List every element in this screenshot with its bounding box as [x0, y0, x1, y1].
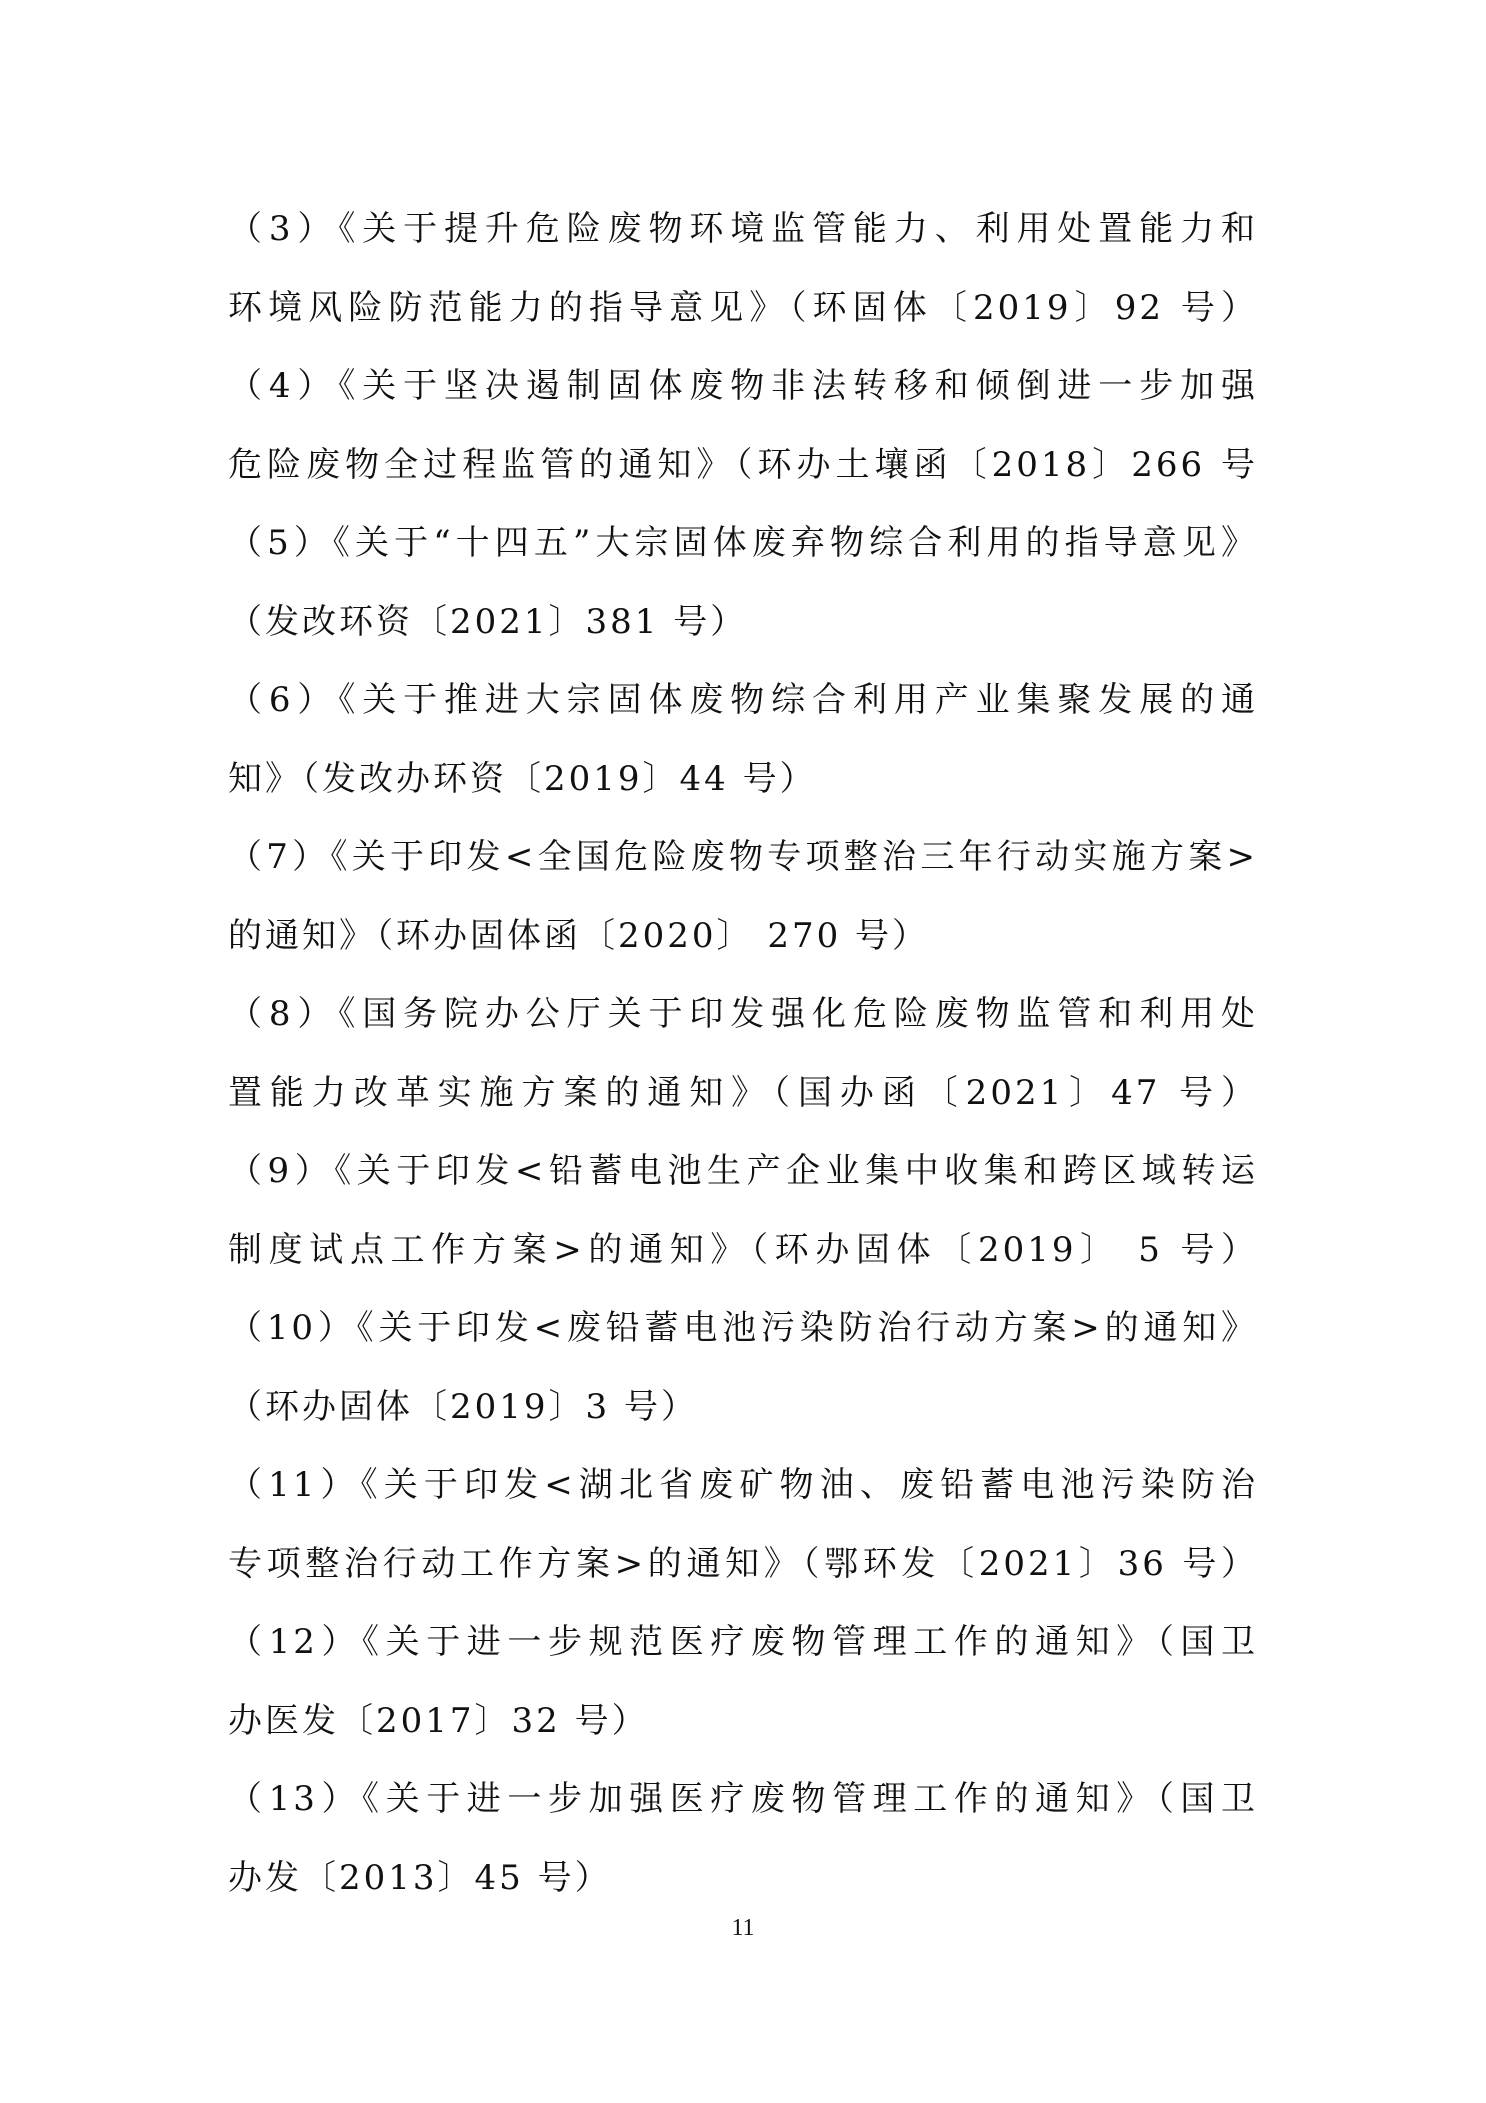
text-line: （11）《关于印发<湖北省废矿物油、废铅蓄电池污染防治 — [228, 1465, 1258, 1505]
text-line: 办发〔2013〕45 号） — [228, 1857, 612, 1898]
text-line: 知》（发改办环资〔2019〕44 号） — [228, 758, 817, 799]
page-number: 11 — [731, 1915, 755, 1941]
text-line: 的通知》（环办固体函〔2020〕 270 号） — [228, 915, 930, 956]
text-line: （5）《关于“十四五”大宗固体废弃物综合利用的指导意见》 — [228, 523, 1258, 563]
text-line: 办医发〔2017〕32 号） — [228, 1700, 649, 1741]
text-line: 置能力改革实施方案的通知》（国办函〔2021〕47 号） — [228, 1072, 1258, 1113]
text-line: （13）《关于进一步加强医疗废物管理工作的通知》（国卫 — [228, 1779, 1258, 1819]
document-body — [228, 190, 1258, 1917]
text-line: （6）《关于推进大宗固体废物综合利用产业集聚发展的通 — [228, 680, 1258, 720]
text-line: （环办固体〔2019〕3 号） — [228, 1386, 698, 1427]
text-line: （9）《关于印发<铅蓄电池生产企业集中收集和跨区域转运 — [228, 1151, 1258, 1191]
text-line: （4）《关于坚决遏制固体废物非法转移和倾倒进一步加强 — [228, 366, 1258, 406]
text-line: （10）《关于印发<废铅蓄电池污染防治行动方案>的通知》 — [228, 1308, 1258, 1348]
text-line: （12）《关于进一步规范医疗废物管理工作的通知》（国卫 — [228, 1622, 1258, 1662]
text-line: 专项整治行动工作方案>的通知》（鄂环发〔2021〕36 号） — [228, 1543, 1258, 1584]
text-line: （7）《关于印发<全国危险废物专项整治三年行动实施方案> — [228, 837, 1258, 877]
text-line: 环境风险防范能力的指导意见》（环固体〔2019〕92 号） — [228, 287, 1258, 328]
text-line: 制度试点工作方案>的通知》（环办固体〔2019〕 5 号） — [228, 1229, 1258, 1270]
text-line: （发改环资〔2021〕381 号） — [228, 601, 748, 642]
text-line: 危险废物全过程监管的通知》（环办土壤函〔2018〕266 号 — [228, 444, 1258, 485]
text-line: （8）《国务院办公厅关于印发强化危险废物监管和利用处 — [228, 994, 1258, 1034]
text-line: （3）《关于提升危险废物环境监管能力、利用处置能力和 — [228, 209, 1258, 249]
